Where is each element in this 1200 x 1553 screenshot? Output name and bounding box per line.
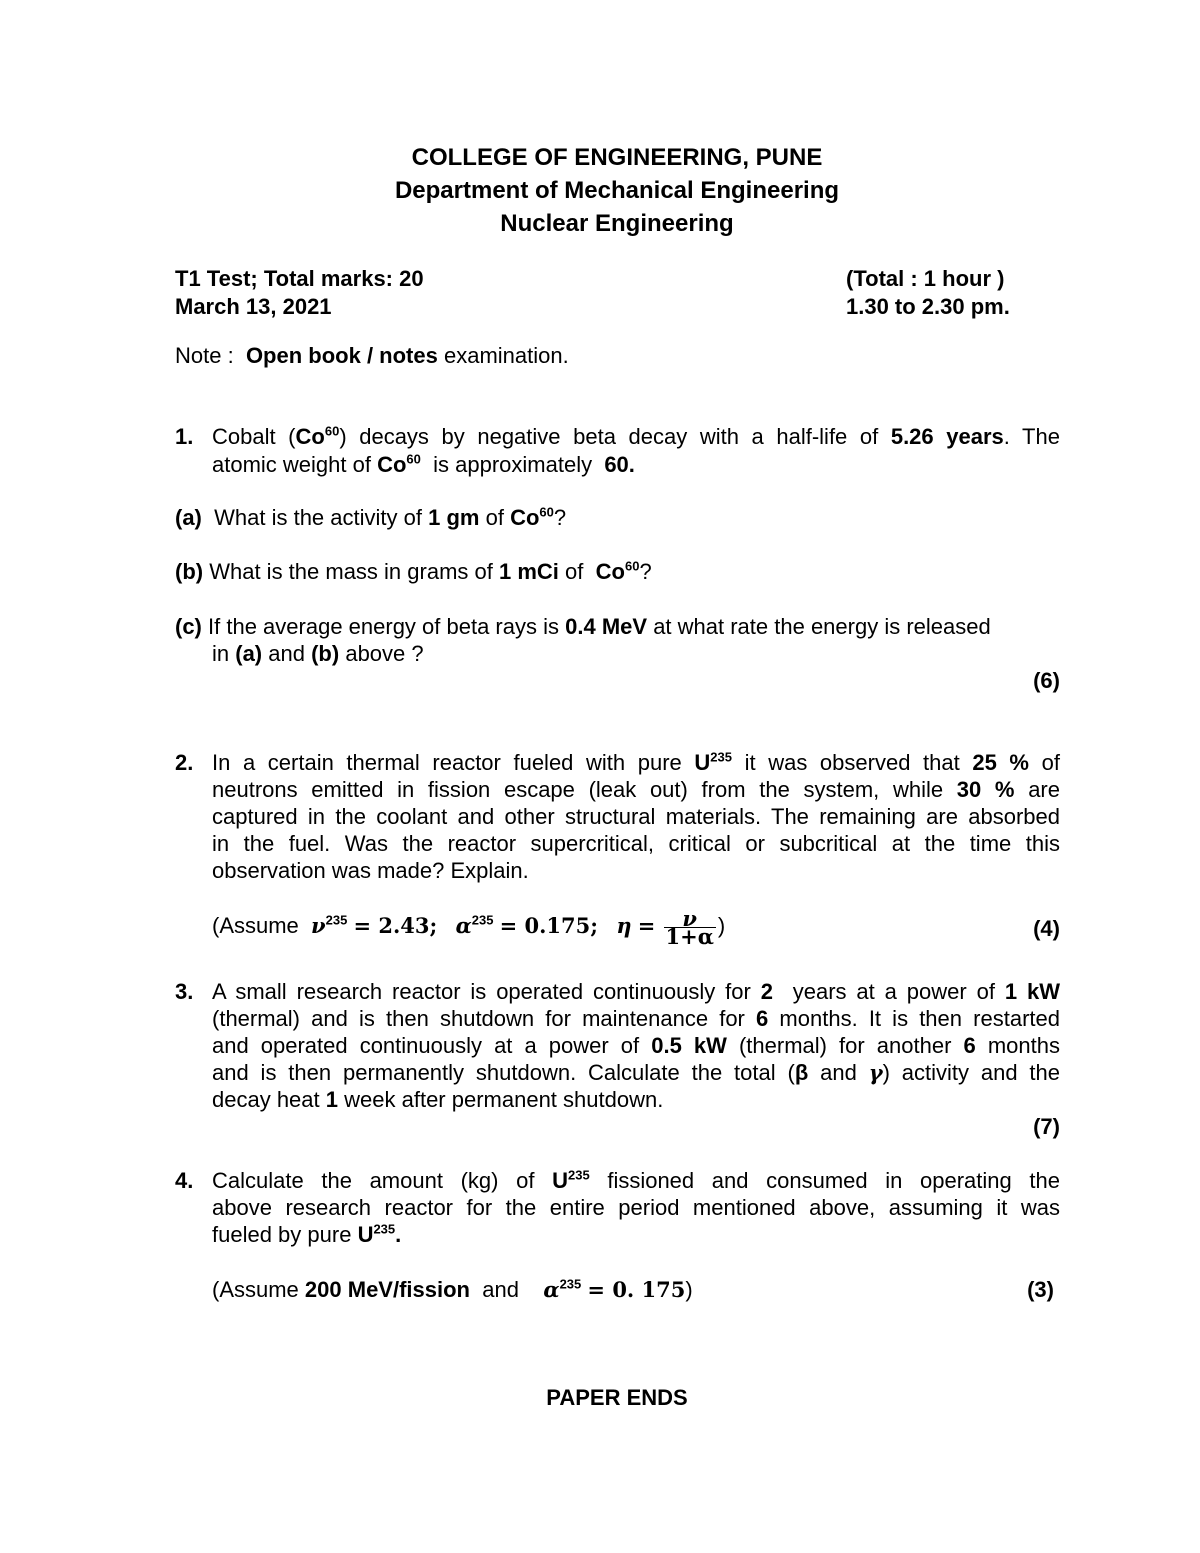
- q3-line-3: and operated continuously at a power of 0.5 kW (thermal) for another 6 months: [212, 1033, 1060, 1058]
- course-name: Nuclear Engineering: [500, 210, 734, 237]
- college-name: COLLEGE OF ENGINEERING, PUNE: [411, 144, 823, 171]
- q3-line-4: and is then permanently shutdown. Calculate the total (β and γ) activity and the: [212, 1060, 1060, 1085]
- q3-line-1: A small research reactor is operated continuously for 2 years at a power of 1 kW: [212, 979, 1060, 1004]
- paper-end: PAPER ENDS: [546, 1385, 688, 1410]
- eta-fraction: $\frac{\nu}{1+\alpha}$: [665, 905, 714, 949]
- q1-line-1: Cobalt (Co$^{60}$) decays by negative beta decay with a half-life of 5.26 years. The: [212, 423, 1060, 449]
- q4-number: 4.: [175, 1168, 194, 1193]
- q2-line-5: observation was made? Explain.: [212, 858, 529, 883]
- q1-part-c-line-2: in (a) and (b) above ?: [212, 641, 424, 666]
- q2-line-2: neutrons emitted in fission escape (leak out) from the system, while 30 % are: [212, 777, 1060, 802]
- q2-marks: (4): [1033, 916, 1060, 941]
- q1-part-c: (c) If the average energy of beta rays is 0.4 MeV at what rate the energy is released: [175, 614, 991, 639]
- q4-line-2: above research reactor for the entire period mentioned above, assuming it was: [212, 1195, 1060, 1220]
- q1-line-2: atomic weight of Co$^{60}$ is approximately 60.: [212, 451, 635, 477]
- q2-line-1: In a certain thermal reactor fueled with pure $U^{235}$ it was observed that 25 % of: [212, 749, 1060, 775]
- q2-line-4: in the fuel. Was the reactor supercritical, critical or subcritical at the time this: [212, 831, 1060, 856]
- q1-part-a: (a) What is the activity of 1 gm of Co$^{60}$?: [175, 504, 567, 530]
- q1-part-b: (b) What is the mass in grams of 1 mCi of Co$^{60}$?: [175, 558, 652, 584]
- test-date: March 13, 2021: [175, 294, 332, 319]
- test-duration: (Total : 1 hour ): [846, 266, 1005, 291]
- q4-assumption: (Assume 200 MeV/fission and $\alpha^{235} = 0$. 175): [212, 1276, 693, 1302]
- q4-marks: (3): [1027, 1277, 1054, 1302]
- q3-marks: (7): [1033, 1114, 1060, 1139]
- q3-line-2: (thermal) and is then shutdown for maintenance for 6 months. It is then restarted: [212, 1006, 1060, 1031]
- test-info: T1 Test; Total marks: 20: [175, 266, 424, 291]
- q2-line-3: captured in the coolant and other structural materials. The remaining are absorbed: [212, 804, 1060, 829]
- q3-line-5: decay heat 1 week after permanent shutdown.: [212, 1087, 664, 1112]
- q4-line-3: fueled by pure $U^{235}$.: [212, 1221, 402, 1247]
- test-time: 1.30 to 2.30 pm.: [846, 294, 1010, 319]
- q4-line-1: Calculate the amount (kg) of $U^{235}$ fissioned and consumed in operating the: [212, 1167, 1060, 1193]
- q3-number: 3.: [175, 979, 194, 1004]
- q2-assumption: (Assume $\nu^{235} = 2.43$; $\alpha^{235} = 0.175$; η = $\frac{\nu}{1+\alpha}$ ): [212, 905, 726, 949]
- department-name: Department of Mechanical Engineering: [394, 177, 840, 204]
- q1-marks: (6): [1033, 668, 1060, 693]
- exam-note: Note : Open book / notes examination.: [175, 343, 569, 368]
- q2-number: 2.: [175, 750, 194, 775]
- q1-number: 1.: [175, 424, 194, 449]
